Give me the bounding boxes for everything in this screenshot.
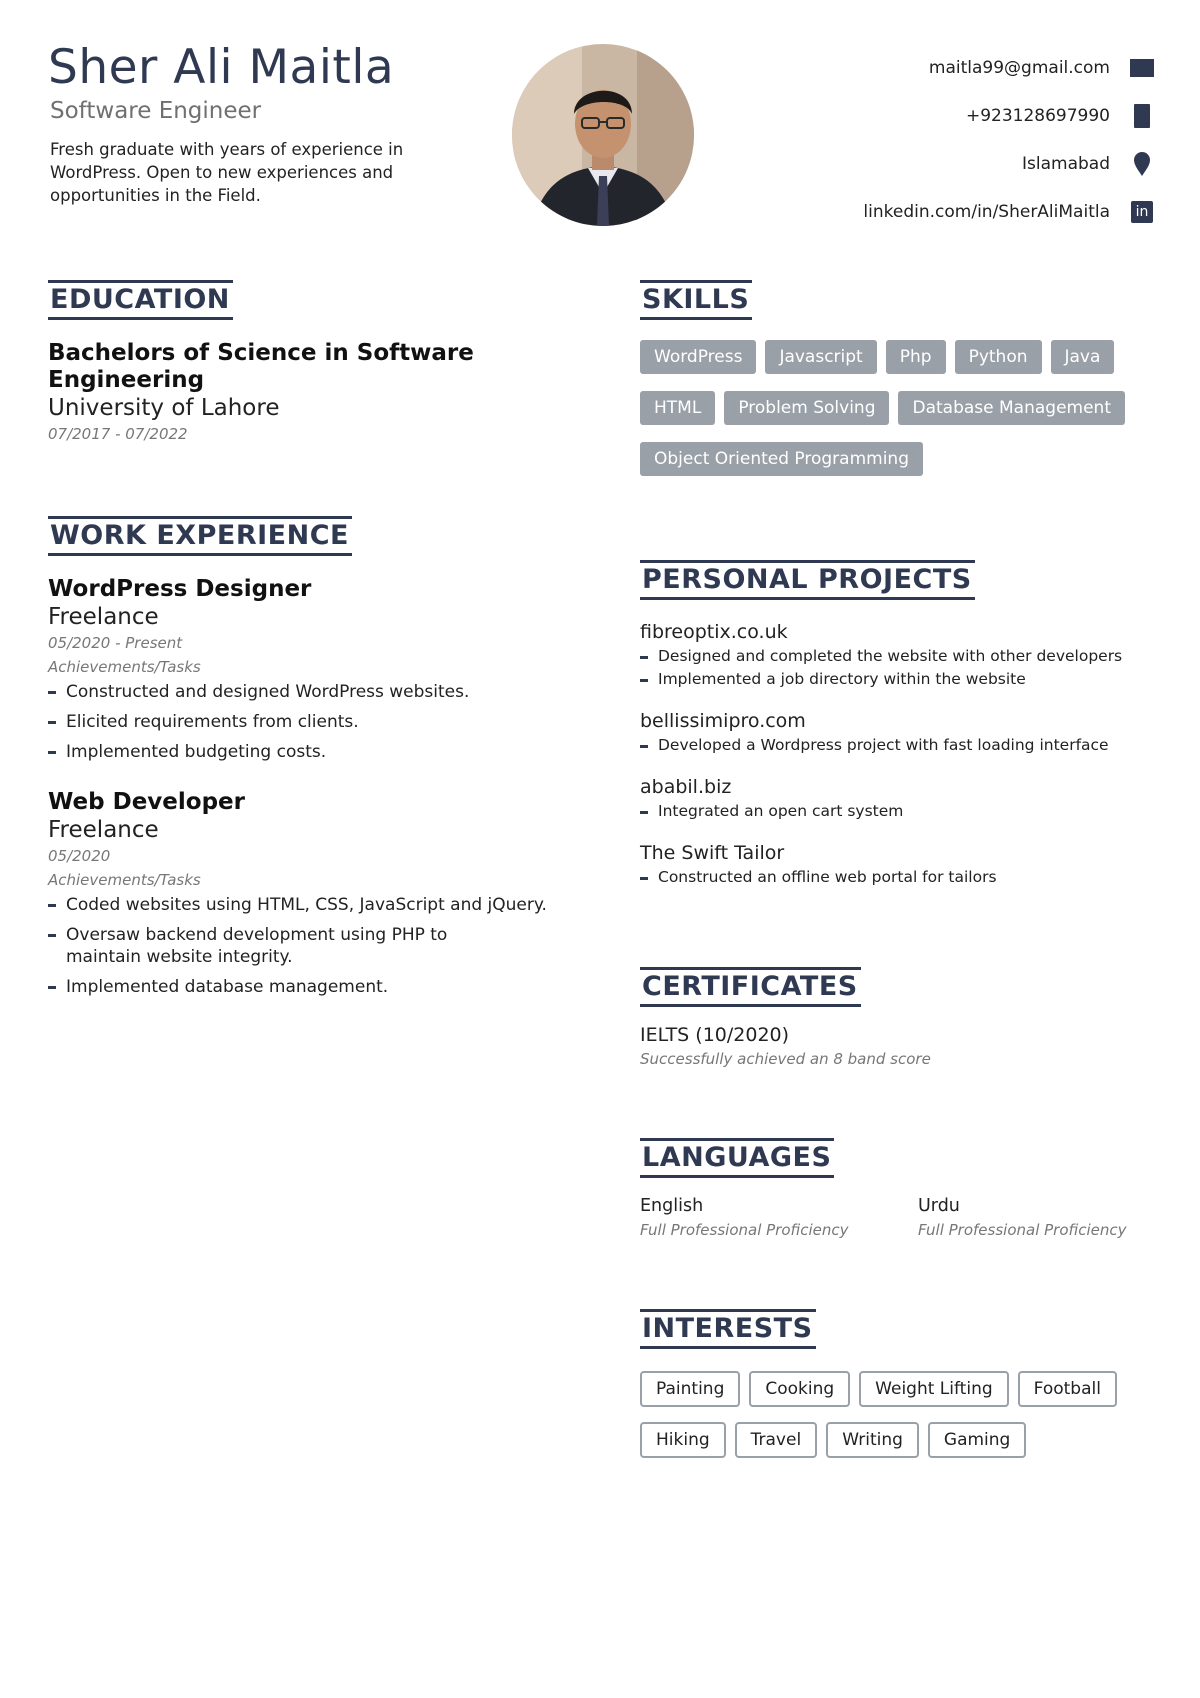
- project-bullet: Constructed an offline web portal for tailors: [640, 867, 1160, 887]
- interests-list: [640, 1371, 1170, 1473]
- location-pin-icon: [1130, 152, 1154, 176]
- language-level: Full Professional Proficiency: [918, 1221, 1127, 1239]
- school-name: University of Lahore: [48, 395, 280, 421]
- job-tasks-label: Achievements/Tasks: [48, 658, 201, 676]
- skill-tag: Object Oriented Programming: [640, 442, 923, 476]
- skills-list: [640, 340, 1160, 493]
- skill-tag: Javascript: [765, 340, 876, 374]
- interest-tag: Hiking: [640, 1422, 726, 1458]
- skill-tag: Php: [886, 340, 946, 374]
- job-title: WordPress Designer: [48, 576, 312, 602]
- skill-tag: Python: [955, 340, 1042, 374]
- job-entry: [48, 789, 548, 998]
- job-title: Software Engineer: [50, 98, 262, 124]
- skill-tag: Problem Solving: [724, 391, 889, 425]
- project-name: bellissimipro.com: [640, 710, 806, 732]
- interest-tag: Football: [1018, 1371, 1117, 1407]
- interest-tag: Cooking: [749, 1371, 850, 1407]
- language-entry: [918, 1194, 1196, 1242]
- linkedin-icon: [1130, 200, 1154, 224]
- job-entry: [48, 576, 548, 763]
- job-bullet: Constructed and designed WordPress websites.: [48, 681, 548, 703]
- job-company: Freelance: [48, 817, 159, 843]
- phone-text[interactable]: +923128697990: [965, 106, 1110, 126]
- project-entry: [640, 620, 1160, 689]
- degree-title: Bachelors of Science in Software Engineering: [48, 340, 474, 393]
- education-dates: 07/2017 - 07/2022: [48, 425, 188, 443]
- skills-section: [640, 280, 1160, 493]
- interests-heading: INTERESTS: [640, 1309, 816, 1349]
- skill-tag: Java: [1051, 340, 1115, 374]
- profile-photo: [512, 44, 694, 226]
- language-name: English: [640, 1196, 704, 1216]
- interest-tag: Painting: [640, 1371, 740, 1407]
- project-bullet: Integrated an open cart system: [640, 801, 1160, 821]
- job-bullet: Implemented database management.: [48, 976, 548, 998]
- languages-heading: LANGUAGES: [640, 1138, 834, 1178]
- job-company: Freelance: [48, 604, 159, 630]
- certificate-description: Successfully achieved an 8 band score: [640, 1050, 931, 1068]
- project-bullet: Implemented a job directory within the website: [640, 669, 1160, 689]
- project-name: fibreoptix.co.uk: [640, 621, 788, 643]
- languages-section: [640, 1138, 1200, 1242]
- contact-email-row: [794, 44, 1154, 92]
- project-entry: [640, 841, 1160, 887]
- interests-section: [640, 1309, 1170, 1473]
- contact-block: [794, 44, 1154, 236]
- interest-tag: Writing: [826, 1422, 919, 1458]
- projects-heading: PERSONAL PROJECTS: [640, 560, 975, 600]
- interest-tag: Gaming: [928, 1422, 1026, 1458]
- language-level: Full Professional Proficiency: [640, 1221, 849, 1239]
- work-section: [48, 516, 548, 1006]
- work-heading: WORK EXPERIENCE: [48, 516, 352, 556]
- job-tasks-label: Achievements/Tasks: [48, 871, 201, 889]
- profile-photo-image: [512, 44, 694, 226]
- skill-tag: HTML: [640, 391, 715, 425]
- candidate-name: Sher Ali Maitla: [48, 40, 395, 95]
- linkedin-icon-text: in: [1131, 201, 1153, 223]
- job-bullet: Coded websites using HTML, CSS, JavaScript and jQuery.: [48, 894, 548, 916]
- language-name: Urdu: [918, 1196, 960, 1216]
- project-entry: [640, 709, 1160, 755]
- interest-tag: Weight Lifting: [859, 1371, 1008, 1407]
- skill-tag: WordPress: [640, 340, 756, 374]
- email-text[interactable]: maitla99@gmail.com: [928, 58, 1110, 78]
- job-bullet: Oversaw backend development using PHP to maintain website integrity.: [48, 924, 506, 968]
- phone-icon: [1130, 104, 1154, 128]
- certificate-name: IELTS (10/2020): [640, 1024, 790, 1046]
- envelope-icon: [1130, 56, 1154, 80]
- project-bullet: Designed and completed the website with other developers: [640, 646, 1160, 666]
- job-title: Web Developer: [48, 789, 245, 815]
- certificates-heading: CERTIFICATES: [640, 967, 861, 1007]
- education-heading: EDUCATION: [48, 280, 233, 320]
- job-dates: 05/2020: [48, 847, 111, 865]
- interest-tag: Travel: [735, 1422, 818, 1458]
- education-section: [48, 280, 528, 446]
- project-bullet: Developed a Wordpress project with fast loading interface: [640, 735, 1160, 755]
- skill-tag: Database Management: [898, 391, 1125, 425]
- certificates-section: [640, 967, 1160, 1071]
- contact-linkedin-row: [794, 188, 1154, 236]
- contact-phone-row: [794, 92, 1154, 140]
- contact-location-row: [794, 140, 1154, 188]
- project-name: ababil.biz: [640, 776, 732, 798]
- projects-section: [640, 560, 1160, 907]
- language-entry: [640, 1194, 918, 1242]
- job-bullet: Implemented budgeting costs.: [48, 741, 548, 763]
- job-dates: 05/2020 - Present: [48, 634, 183, 652]
- job-bullet: Elicited requirements from clients.: [48, 711, 548, 733]
- linkedin-text[interactable]: linkedin.com/in/SherAliMaitla: [863, 202, 1110, 222]
- skills-heading: SKILLS: [640, 280, 752, 320]
- project-entry: [640, 775, 1160, 821]
- location-text: Islamabad: [1022, 154, 1110, 174]
- project-name: The Swift Tailor: [640, 842, 785, 864]
- summary-text: Fresh graduate with years of experience in WordPress. Open to new experiences and opportunities in the Field.: [50, 140, 404, 205]
